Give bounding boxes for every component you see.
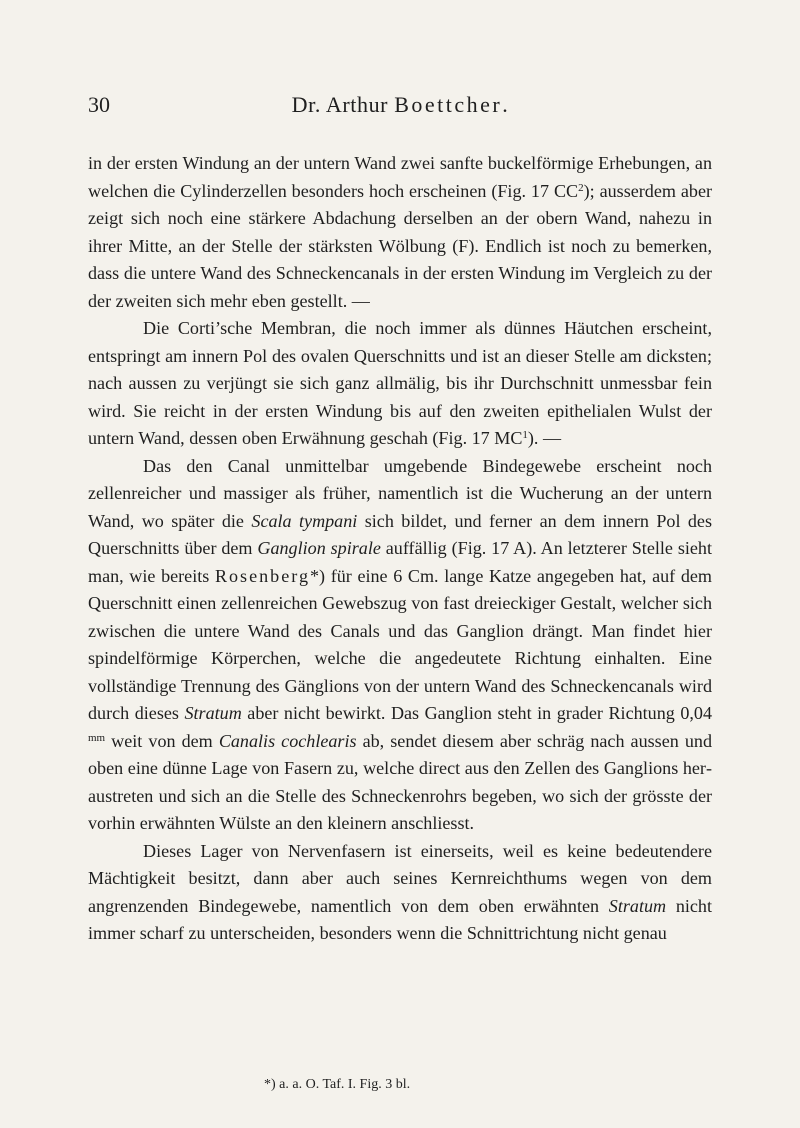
paragraph-2 [88,315,712,453]
text-run: aber nicht bewirkt. Das Ganglion steht in grader Richtung 0,04 [241,703,712,723]
superscript: 1 [522,429,528,441]
italic-term: Scala tympani [251,510,358,531]
running-head-suffix: . [502,92,509,117]
page-number: 30 [88,92,110,117]
text-run: ); ausserdem aber zeigt sich noch eine stärkere Abdachung derselben an der obern Wand, nahezu in ihrer Mitte, an der Stelle der stärksten Wölbung (F). Endlich ist noch zu bemerken, dass die untere Wand des Schneckencanals in der ersten Windung im Vergleich zu der der zweiten sich mehr eben gestellt. — [88,180,712,311]
italic-term: Stratum [184,703,242,723]
running-head [88,92,712,118]
text-run: *) für eine 6 Cm. lange Katze angegeben hat, auf dem Querschnitt einen zellenreichen Gewebszug von fast dreieckiger Gestalt, welcher sich zwischen die untere Wand des Canals und das Ganglion drängt. Man findet hier spindelförmige Körperchen, welche die angedeutete Richtung einhalten. Eine vollständige Trennung des Gänglions von der untern Wand des Schneckencanals wird durch dieses [88,565,712,723]
body-text [88,150,712,948]
paragraph-3 [88,453,712,838]
running-head-prefix: Dr. Arthur [291,92,395,117]
text-run: weit von dem [105,730,219,751]
text-run: Dieses Lager von Nervenfasern ist einerseits, weil es keine bedeutendere Mächtigkeit besitzt, dann aber auch seines Kernreichthums wegen von dem angrenzenden Bindegewebe, namentlich von dem oben erwähnten [88,840,712,916]
spaced-name: Rosenberg [214,565,310,586]
text-run: ). — [527,428,562,448]
text-run: auffällig (Fig. 17 A). An letzterer Stelle sieht man, wie bereits [88,538,712,586]
italic-term: Stratum [608,895,667,916]
text-run: nicht immer scharf zu unterscheiden, besonders wenn die Schnittrichtung nicht genau [88,895,713,943]
italic-term: Canalis cochlearis [218,730,357,751]
text-run: in der ersten Windung an der untern Wand zwei sanfte buckelförmige Erhebungen, an welchen die Cylinderzellen besonders hoch erscheinen (Fig. 17 CC [88,153,712,201]
text-run: ab, sendet diesem aber schräg nach aussen und oben eine dünne Lage von Fasern zu, welche direct aus den Zellen des Ganglions heraustreten und sich an die Stelle des Schneckenrohrs begeben, wo sich der grösste der vorhin erwähnten Wülste an den kleinern anschliesst. [88,730,712,833]
footnote: *) a. a. O. Taf. I. Fig. 3 bl. [264,1077,411,1092]
superscript: 2 [578,181,584,194]
text-run: Das den Canal unmittelbar umgebende Bindegewebe erscheint noch zellenreicher und massiger als früher, namentlich ist die Wucherung an der untern Wand, wo später die [88,455,712,531]
page-header [88,92,712,122]
paragraph-1 [88,150,712,315]
text-run: sich bildet, und ferner an dem innern Pol des Querschnitts über dem [88,510,713,558]
superscript: mm [88,731,106,744]
text-run: Die Corti’sche Membran, die noch immer als dünnes Häutchen erscheint, entspringt am innern Pol des ovalen Querschnitts und ist an dieser Stelle am dicksten; nach aussen zu verjüngt sie sich ganz allmälig, bis ihr Durchschnitt unmessbar fein wird. Sie reicht in der ersten Windung bis auf den zweiten epithelialen Wulst der untern Wand, dessen oben Erwähnung geschah (Fig. 17 MC [88,318,712,448]
running-head-author: Boettcher [394,92,503,117]
paragraph-4 [88,838,712,948]
italic-term: Ganglion spirale [257,538,381,558]
